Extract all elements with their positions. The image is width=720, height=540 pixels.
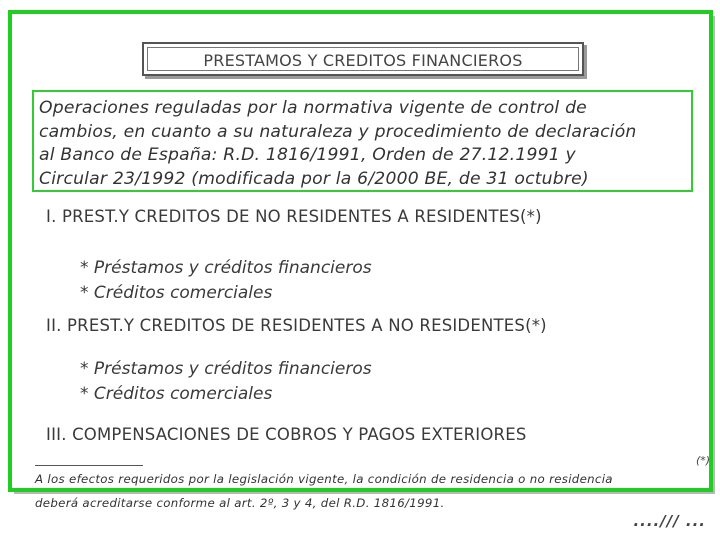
- slide-frame: [8, 10, 713, 492]
- footnote-rule: [35, 465, 143, 466]
- section-1-item-1: * Préstamos y créditos financieros: [80, 258, 372, 278]
- regulation-line: Circular 23/1992 (modificada por la 6/2000 BE, de 31 octubre): [39, 168, 589, 189]
- section-heading-3: III. COMPENSACIONES DE COBROS Y PAGOS EXTERIORES: [46, 425, 527, 444]
- section-2-item-2: * Créditos comerciales: [80, 384, 273, 404]
- section-heading-1: I. PREST.Y CREDITOS DE NO RESIDENTES A RESIDENTES(*): [46, 207, 542, 226]
- section-2-item-1: * Préstamos y créditos financieros: [80, 359, 372, 379]
- footnote-line-2: deberá acreditarse conforme al art. 2º, 3 y 4, del R.D. 1816/1991.: [35, 496, 445, 510]
- regulation-line: cambios, en cuanto a su naturaleza y procedimiento de declaración: [39, 121, 637, 142]
- section-1-item-2: * Créditos comerciales: [80, 283, 273, 303]
- regulation-text: [39, 97, 687, 191]
- regulation-box: [32, 90, 693, 192]
- title-box: [142, 42, 584, 76]
- section-heading-2: II. PREST.Y CREDITOS DE RESIDENTES A NO RESIDENTES(*): [46, 316, 547, 335]
- slide-title: PRESTAMOS Y CREDITOS FINANCIEROS: [203, 51, 523, 70]
- regulation-line: Operaciones reguladas por la normativa vigente de control de: [39, 98, 587, 118]
- footnote-marker: (*): [696, 454, 711, 467]
- regulation-line: al Banco de España: R.D. 1816/1991, Orden de 27.12.1991 y: [39, 145, 576, 165]
- footnote-line-1: A los efectos requeridos por la legislación vigente, la condición de residencia o no residencia: [35, 472, 613, 486]
- continuation-mark: ..../// ...: [633, 512, 706, 530]
